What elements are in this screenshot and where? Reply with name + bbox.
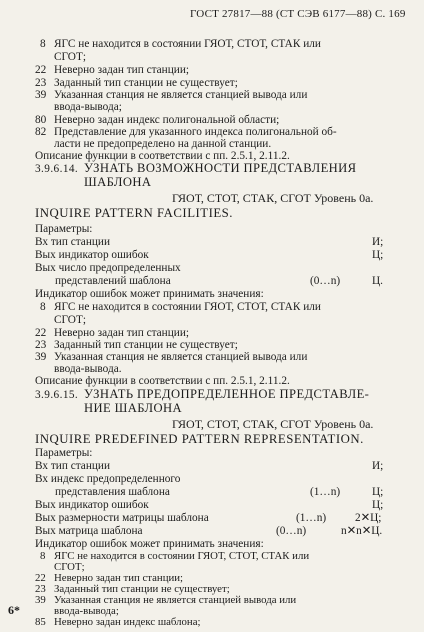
section-title-cont: НИЕ ШАБЛОНА xyxy=(84,401,182,415)
param-range: (0…n) xyxy=(276,525,307,537)
param-type: И; xyxy=(372,236,384,248)
error-number: 22 xyxy=(35,572,46,584)
error-text: ЯГС не находится в состоянии ГЯОТ, СТОТ, СТАК или xyxy=(54,38,321,50)
error-number: 8 xyxy=(40,38,46,50)
param-range: (0…n) xyxy=(310,275,341,287)
section-level: ГЯОТ, СТОТ, СТАК, СГОТ Уровень 0а. xyxy=(172,191,374,205)
section-title: УЗНАТЬ ПРЕДОПРЕДЕЛЕННОЕ ПРЕДСТАВЛЕ- xyxy=(84,387,370,401)
error-text: Указанная станция не является станцией вывода или xyxy=(54,89,308,101)
error-number: 85 xyxy=(35,616,46,628)
param-type: И; xyxy=(372,460,384,472)
error-text: Указанная станция не является станцией вывода или xyxy=(54,594,297,606)
error-text: Неверно задан тип станции; xyxy=(54,64,190,76)
error-text: Указанная станция не является станцией вывода или xyxy=(54,351,308,363)
function-description: Описание функции в соответствии с пп. 2.5.1, 2.11.2. xyxy=(35,375,290,387)
function-description: Описание функции в соответствии с пп. 2.5.1, 2.11.2. xyxy=(35,150,290,162)
error-text: Неверно задан индекс полигональной области; xyxy=(54,114,280,126)
error-text: ввода-вывода. xyxy=(54,363,122,375)
param-type: Ц; xyxy=(372,486,384,498)
error-number: 39 xyxy=(35,89,47,101)
params-label: Параметры: xyxy=(35,223,93,235)
param-type: Ц; xyxy=(372,249,384,261)
error-text: Заданный тип станции не существует; xyxy=(54,339,238,351)
error-text: ласти не предопределено на данной станции. xyxy=(54,138,272,150)
error-text: СГОТ; xyxy=(54,314,86,326)
param-range: (1…n) xyxy=(296,512,327,524)
param-type: n✕n✕Ц. xyxy=(341,525,383,537)
error-number: 80 xyxy=(35,114,47,126)
error-text: ЯГС не находится в состоянии ГЯОТ, СТОТ, СТАК или xyxy=(54,301,321,313)
param-name: представлений шаблона xyxy=(55,275,171,287)
english-name: INQUIRE PREDEFINED PATTERN REPRESENTATION. xyxy=(35,432,364,446)
param-name: Вых индикатор ошибок xyxy=(35,499,149,511)
section-number: 3.9.6.15. xyxy=(35,389,79,401)
error-text: Заданный тип станции не существует; xyxy=(54,583,230,595)
param-name: Вых размерности матрицы шаблона xyxy=(35,512,209,524)
error-text: СГОТ; xyxy=(54,561,85,573)
error-text: ввода-вывода; xyxy=(54,101,122,113)
error-text: Неверно задан тип станции; xyxy=(54,327,190,339)
error-number: 23 xyxy=(35,583,46,595)
error-text: Представление для указанного индекса полигональной об- xyxy=(54,126,337,138)
error-number: 39 xyxy=(35,594,46,606)
param-name: Вх индекс предопределенного xyxy=(35,473,181,485)
param-name: Вых число предопределенных xyxy=(35,262,181,274)
param-name: Вых матрица шаблона xyxy=(35,525,143,537)
param-name: представления шаблона xyxy=(55,486,170,498)
error-number: 82 xyxy=(35,126,47,138)
section-number: 3.9.6.14. xyxy=(35,163,79,175)
param-range: (1…n) xyxy=(310,486,341,498)
error-number: 23 xyxy=(35,339,47,351)
error-number: 22 xyxy=(35,64,47,76)
error-indicator-label: Индикатор ошибок может принимать значения: xyxy=(35,288,264,300)
error-number: 23 xyxy=(35,77,47,89)
error-number: 8 xyxy=(40,550,46,562)
param-name: Вх тип станции xyxy=(35,236,110,248)
param-name: Вх тип станции xyxy=(35,460,110,472)
error-text: Неверно задан тип станции; xyxy=(54,572,184,584)
error-text: ЯГС не находится в состоянии ГЯОТ, СТОТ, СТАК или xyxy=(54,550,310,562)
param-type: 2✕Ц; xyxy=(355,512,382,524)
params-label: Параметры: xyxy=(35,447,93,459)
error-text: ввода-вывода; xyxy=(54,605,119,617)
error-number: 22 xyxy=(35,327,47,339)
param-name: Вых индикатор ошибок xyxy=(35,249,149,261)
param-type: Ц. xyxy=(372,275,383,287)
error-text: Заданный тип станции не существует; xyxy=(54,77,238,89)
error-indicator-label: Индикатор ошибок может принимать значения: xyxy=(35,538,264,550)
page-header: ГОСТ 27817—88 (СТ СЭВ 6177—88) С. 169 xyxy=(190,8,406,20)
section-title: УЗНАТЬ ВОЗМОЖНОСТИ ПРЕДСТАВЛЕНИЯ xyxy=(84,161,357,175)
error-text: Неверно задан индекс шаблона; xyxy=(54,616,201,628)
english-name: INQUIRE PATTERN FACILITIES. xyxy=(35,206,233,220)
section-level: ГЯОТ, СТОТ, СТАК, СГОТ Уровень 0а. xyxy=(172,417,374,431)
error-number: 8 xyxy=(40,301,46,313)
error-text: СГОТ; xyxy=(54,51,86,63)
section-title-cont: ШАБЛОНА xyxy=(84,175,152,189)
error-number: 39 xyxy=(35,351,47,363)
param-type: Ц; xyxy=(372,499,384,511)
page-footer-mark: 6* xyxy=(8,603,20,617)
